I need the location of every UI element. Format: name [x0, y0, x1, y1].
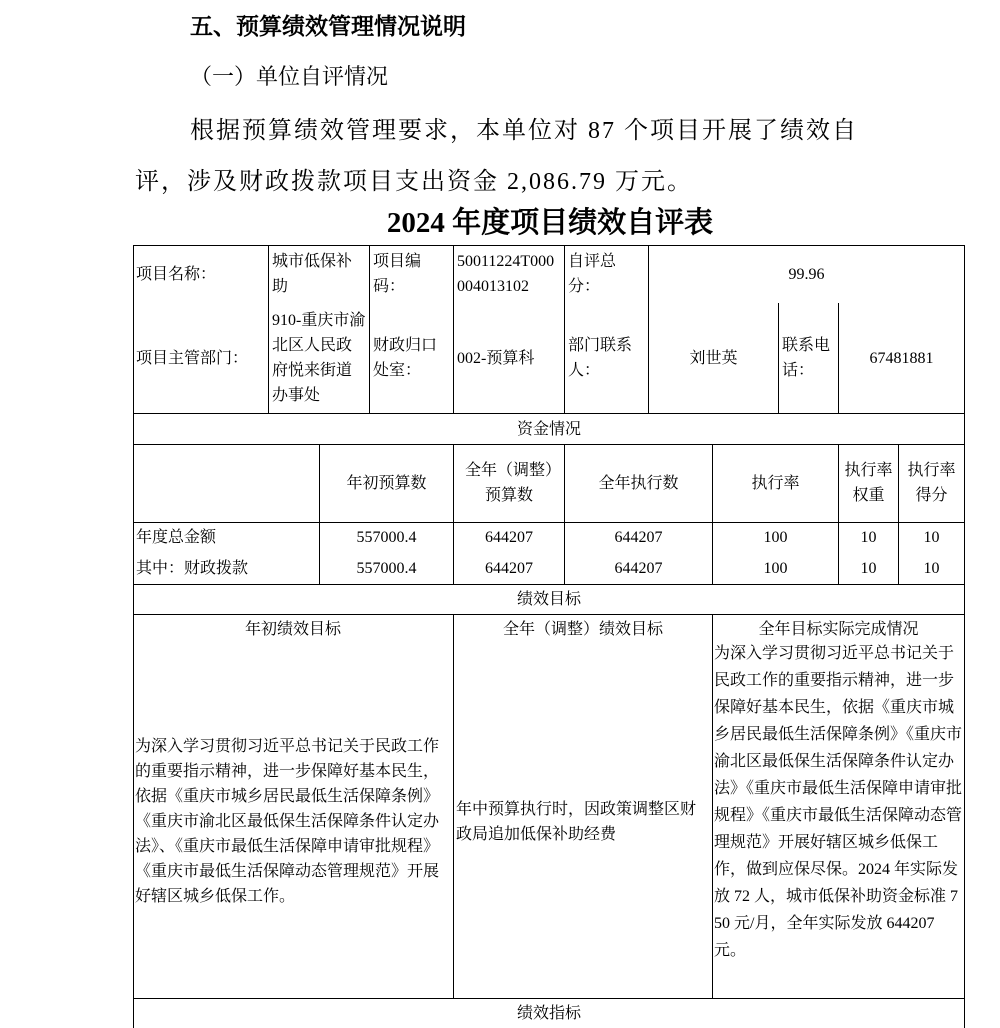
- subheading: （一）单位自评情况: [190, 64, 389, 89]
- table-title: 2024 年度项目绩效自评表: [386, 207, 714, 239]
- goals-initial-text: 为深入学习贯彻习近平总书记关于民政工作的重要指示精神，进一步保障好基本民生，依据《重庆市城乡居民最低生活保障条例》《重庆市渝北区最低保生活保障条件认定办法》、《重庆市最低生活保障申请审批规程》《重庆市最低生活保障动态管理规范》开展好辖区城乡低保工作。: [135, 738, 440, 905]
- cell: 644207: [453, 522, 564, 553]
- funds-header-blank: [133, 444, 319, 522]
- header-adjusted-budget: 全年（调整）预算数: [453, 444, 564, 522]
- cell: 644207: [564, 553, 712, 584]
- header-initial-budget: 年初预算数: [319, 444, 453, 522]
- funds-section-label: 资金情况: [133, 413, 965, 444]
- goals-actual-text: 为深入学习贯彻习近平总书记关于民政工作的重要指示精神，进一步保障好基本民生，依据《重庆市城乡居民最低生活保障条例》《重庆市渝北区最低保生活保障条件认定办法》《重庆市最低生活保障申请审批规程》《重庆市最低生活保障动态管理规范》开展好辖区城乡低保工作，做到应保尽保。2024 年实际发放 72 人，城市低保补助资金标准 750 元/月，全年实际发放 644207 元。: [712, 640, 964, 998]
- score-value: 99.96: [648, 245, 964, 303]
- finance-office-value: 002-预算科: [453, 303, 564, 413]
- dept-value: 910-重庆市渝北区人民政府悦来街道办事处: [268, 303, 369, 413]
- cell: 100: [712, 522, 838, 553]
- cell: 557000.4: [319, 522, 453, 553]
- project-code-value: 50011224T000004013102: [453, 245, 564, 303]
- project-code-label: 项目编码：: [369, 245, 453, 303]
- row-label: 其中：财政拨款: [136, 560, 249, 577]
- header-execution-rate: 执行率: [712, 444, 838, 522]
- finance-office-label: 财政归口处室：: [369, 303, 453, 413]
- phone-label: 联系电话：: [778, 303, 838, 413]
- paragraph-line-2: 评，涉及财政拨款项目支出资金 2,086.79 万元。: [135, 169, 693, 195]
- goals-header-initial: 年初绩效目标: [244, 621, 341, 638]
- cell: 557000.4: [319, 553, 453, 584]
- contact-label: 部门联系人：: [564, 303, 648, 413]
- goals-header-actual: 全年目标实际完成情况: [712, 614, 964, 645]
- cell: 644207: [453, 553, 564, 584]
- section-heading: 五、预算绩效管理情况说明: [190, 14, 466, 40]
- cell: 10: [898, 522, 964, 553]
- contact-value: 刘世英: [648, 303, 778, 413]
- header-rate-score: 执行率得分: [898, 444, 964, 522]
- paragraph-line-1: 根据预算绩效管理要求，本单位对 87 个项目开展了绩效自: [190, 118, 858, 144]
- cell: 10: [838, 553, 898, 584]
- project-name-label: 项目名称：: [136, 265, 217, 283]
- header-rate-weight: 执行率权重: [838, 444, 898, 522]
- cell: 10: [838, 522, 898, 553]
- dept-label: 项目主管部门：: [136, 349, 249, 367]
- score-label: 自评总分：: [564, 245, 648, 303]
- header-executed: 全年执行数: [564, 444, 712, 522]
- cell: 100: [712, 553, 838, 584]
- goals-section-label: 绩效目标: [133, 584, 965, 614]
- goals-header-adjusted: 全年（调整）绩效目标: [453, 614, 712, 645]
- row-label: 年度总金额: [136, 529, 217, 546]
- phone-value: 67481881: [838, 303, 964, 413]
- cell: 10: [898, 553, 964, 584]
- cell: 644207: [564, 522, 712, 553]
- indicators-section-label: 绩效指标: [133, 998, 965, 1028]
- project-name-value: 城市低保补助: [268, 245, 369, 303]
- goals-adjusted-text: 年中预算执行时，因政策调整区财政局追加低保补助经费: [453, 645, 712, 998]
